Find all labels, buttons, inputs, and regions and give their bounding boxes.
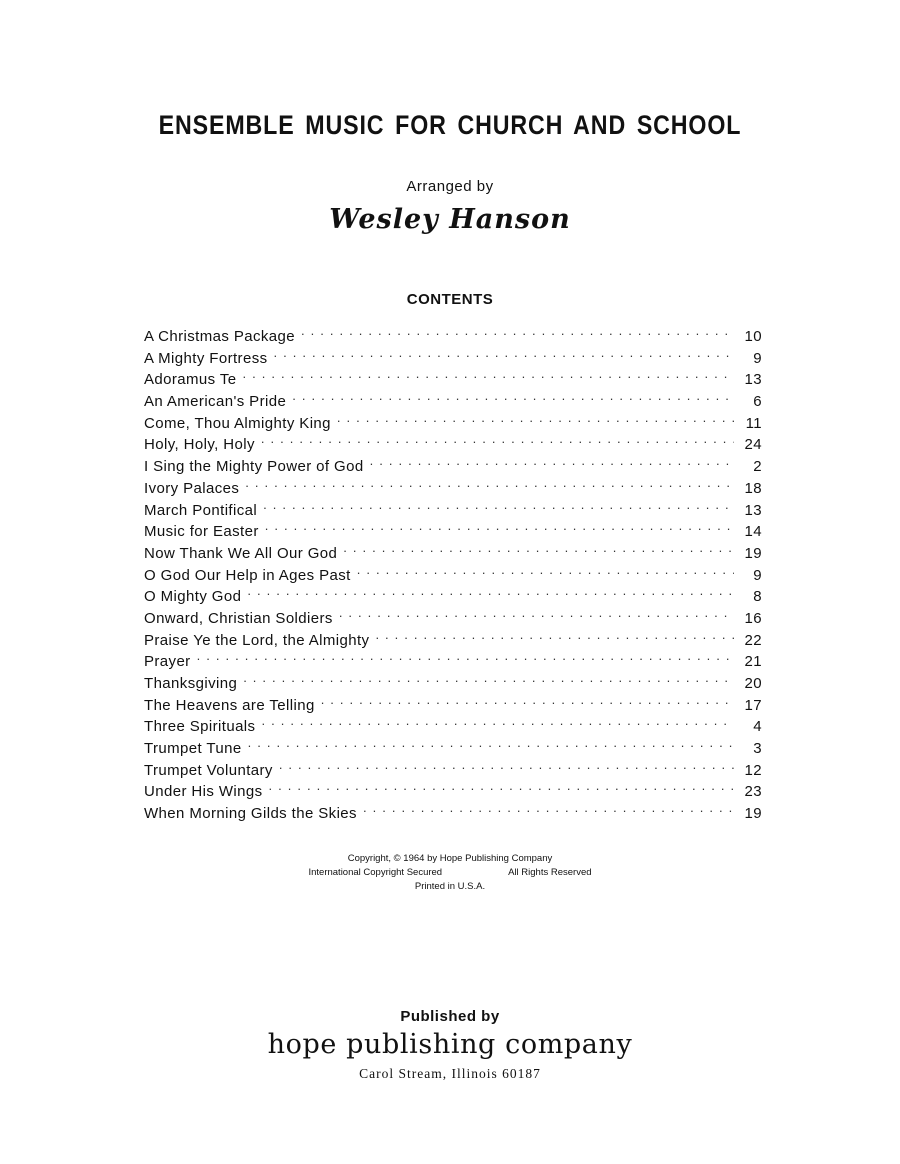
toc-entry-page: 6 — [753, 393, 762, 411]
toc-entry-page: 9 — [753, 566, 762, 584]
toc-entry-title: A Christmas Package — [144, 328, 295, 345]
toc-entry — [144, 540, 762, 562]
dot-leader — [261, 431, 734, 449]
toc-entry — [144, 497, 762, 519]
toc-entry-page: 17 — [744, 696, 762, 714]
toc-entry-page: 21 — [744, 653, 762, 671]
toc-entry-page: 18 — [744, 479, 762, 497]
dot-leader — [269, 778, 734, 796]
dot-leader — [243, 670, 734, 688]
toc-entry-page: 19 — [744, 805, 762, 823]
toc-entry — [144, 583, 762, 605]
toc-entry-page: 20 — [744, 675, 762, 692]
dot-leader — [261, 713, 734, 731]
toc-entry-page: 24 — [744, 436, 762, 454]
toc-entry-page: 3 — [753, 740, 762, 758]
toc-entry-page: 16 — [744, 609, 762, 627]
toc-entry-title: Three Spirituals — [144, 718, 256, 736]
toc-entry — [144, 757, 762, 779]
printed-in: Printed in U.S.A. — [414, 881, 486, 892]
dot-leader — [375, 627, 734, 645]
dot-leader — [263, 497, 734, 515]
copyright-notice — [0, 852, 900, 894]
toc-entry — [144, 735, 762, 757]
toc-entry-title: Under His Wings — [144, 783, 263, 801]
toc-entry-page: 8 — [753, 588, 762, 606]
toc-entry-title: March Pontifical — [144, 501, 258, 519]
toc-entry-title: Music for Easter — [144, 523, 259, 541]
toc-entry — [144, 410, 762, 432]
toc-entry-title: An American's Pride — [144, 393, 287, 411]
toc-entry-title: Adoramus Te — [144, 371, 237, 389]
copyright-line: Copyright, © 1964 by Hope Publishing Company — [347, 853, 553, 864]
toc-entry-title: Onward, Christian Soldiers — [144, 609, 333, 627]
dot-leader — [248, 735, 734, 753]
toc-entry — [144, 453, 762, 475]
toc-entry-page: 19 — [744, 544, 762, 562]
published-by-label: Published by — [400, 1008, 500, 1025]
toc-entry — [144, 388, 762, 410]
toc-entry — [144, 670, 762, 692]
copyright-secured: International Copyright Secured — [308, 867, 443, 878]
toc-entry — [144, 648, 762, 670]
toc-entry-title: Now Thank We All Our God — [144, 544, 338, 562]
dot-leader — [339, 605, 734, 623]
toc-entry-title: Praise Ye the Lord, the Almighty — [144, 631, 370, 649]
publisher-address: Carol Stream, Illinois 60187 — [359, 1066, 541, 1081]
table-of-contents — [144, 323, 762, 822]
rights-reserved: All Rights Reserved — [508, 867, 592, 878]
toc-entry-page: 4 — [753, 718, 762, 736]
toc-entry-title: O God Our Help in Ages Past — [144, 566, 351, 584]
toc-entry-title: Come, Thou Almighty King — [144, 414, 331, 432]
toc-entry-page: 9 — [753, 349, 762, 367]
dot-leader — [279, 757, 734, 775]
dot-leader — [243, 366, 734, 384]
toc-entry-title: Thanksgiving — [144, 675, 238, 692]
toc-entry-title: O Mighty God — [144, 588, 242, 606]
page-title: ENSEMBLE MUSIC FOR CHURCH AND SCHOOL — [158, 110, 742, 140]
toc-entry-title: Trumpet Tune — [144, 740, 242, 758]
dot-leader — [363, 800, 734, 818]
toc-entry — [144, 800, 762, 822]
toc-entry-page: 22 — [744, 631, 762, 649]
toc-entry-page: 14 — [744, 523, 762, 541]
toc-entry — [144, 692, 762, 714]
toc-entry-title: Trumpet Voluntary — [144, 761, 273, 779]
toc-entry — [144, 605, 762, 627]
dot-leader — [292, 388, 734, 406]
dot-leader — [321, 692, 734, 710]
dot-leader — [343, 540, 734, 558]
dot-leader — [245, 475, 734, 493]
dot-leader — [265, 518, 734, 536]
toc-entry — [144, 518, 762, 540]
toc-entry-title: Prayer — [144, 653, 191, 671]
toc-entry-title: A Mighty Fortress — [144, 349, 268, 367]
publisher-name: hope publishing company — [267, 1029, 633, 1060]
toc-entry — [144, 431, 762, 453]
dot-leader — [197, 648, 734, 666]
toc-entry-title: The Heavens are Telling — [144, 696, 315, 714]
toc-entry-title: When Morning Gilds the Skies — [144, 805, 357, 823]
dot-leader — [274, 345, 735, 363]
toc-entry — [144, 475, 762, 497]
toc-entry-page: 12 — [744, 761, 762, 779]
toc-entry-title: I Sing the Mighty Power of God — [144, 458, 364, 476]
dot-leader — [370, 453, 734, 471]
toc-entry-page: 10 — [744, 328, 762, 345]
toc-entry — [144, 323, 762, 345]
toc-entry-page: 13 — [744, 501, 762, 519]
toc-entry — [144, 345, 762, 367]
toc-entry-page: 11 — [745, 414, 762, 432]
toc-entry-page: 13 — [744, 371, 762, 389]
arranger-name: Wesley Hanson — [329, 204, 571, 235]
dot-leader — [357, 562, 734, 580]
copyright-rights-line — [0, 866, 900, 880]
toc-entry-title: Ivory Palaces — [144, 479, 240, 497]
toc-entry-page: 2 — [753, 458, 762, 476]
contents-heading: CONTENTS — [406, 291, 494, 308]
dot-leader — [301, 323, 734, 341]
toc-entry — [144, 366, 762, 388]
toc-entry-page: 23 — [744, 783, 762, 801]
toc-entry — [144, 562, 762, 584]
dot-leader — [247, 583, 734, 601]
toc-entry — [144, 627, 762, 649]
toc-entry-title: Holy, Holy, Holy — [144, 436, 255, 454]
arranged-by-label: Arranged by — [406, 178, 494, 195]
toc-entry — [144, 713, 762, 735]
dot-leader — [337, 410, 734, 428]
toc-entry — [144, 778, 762, 800]
